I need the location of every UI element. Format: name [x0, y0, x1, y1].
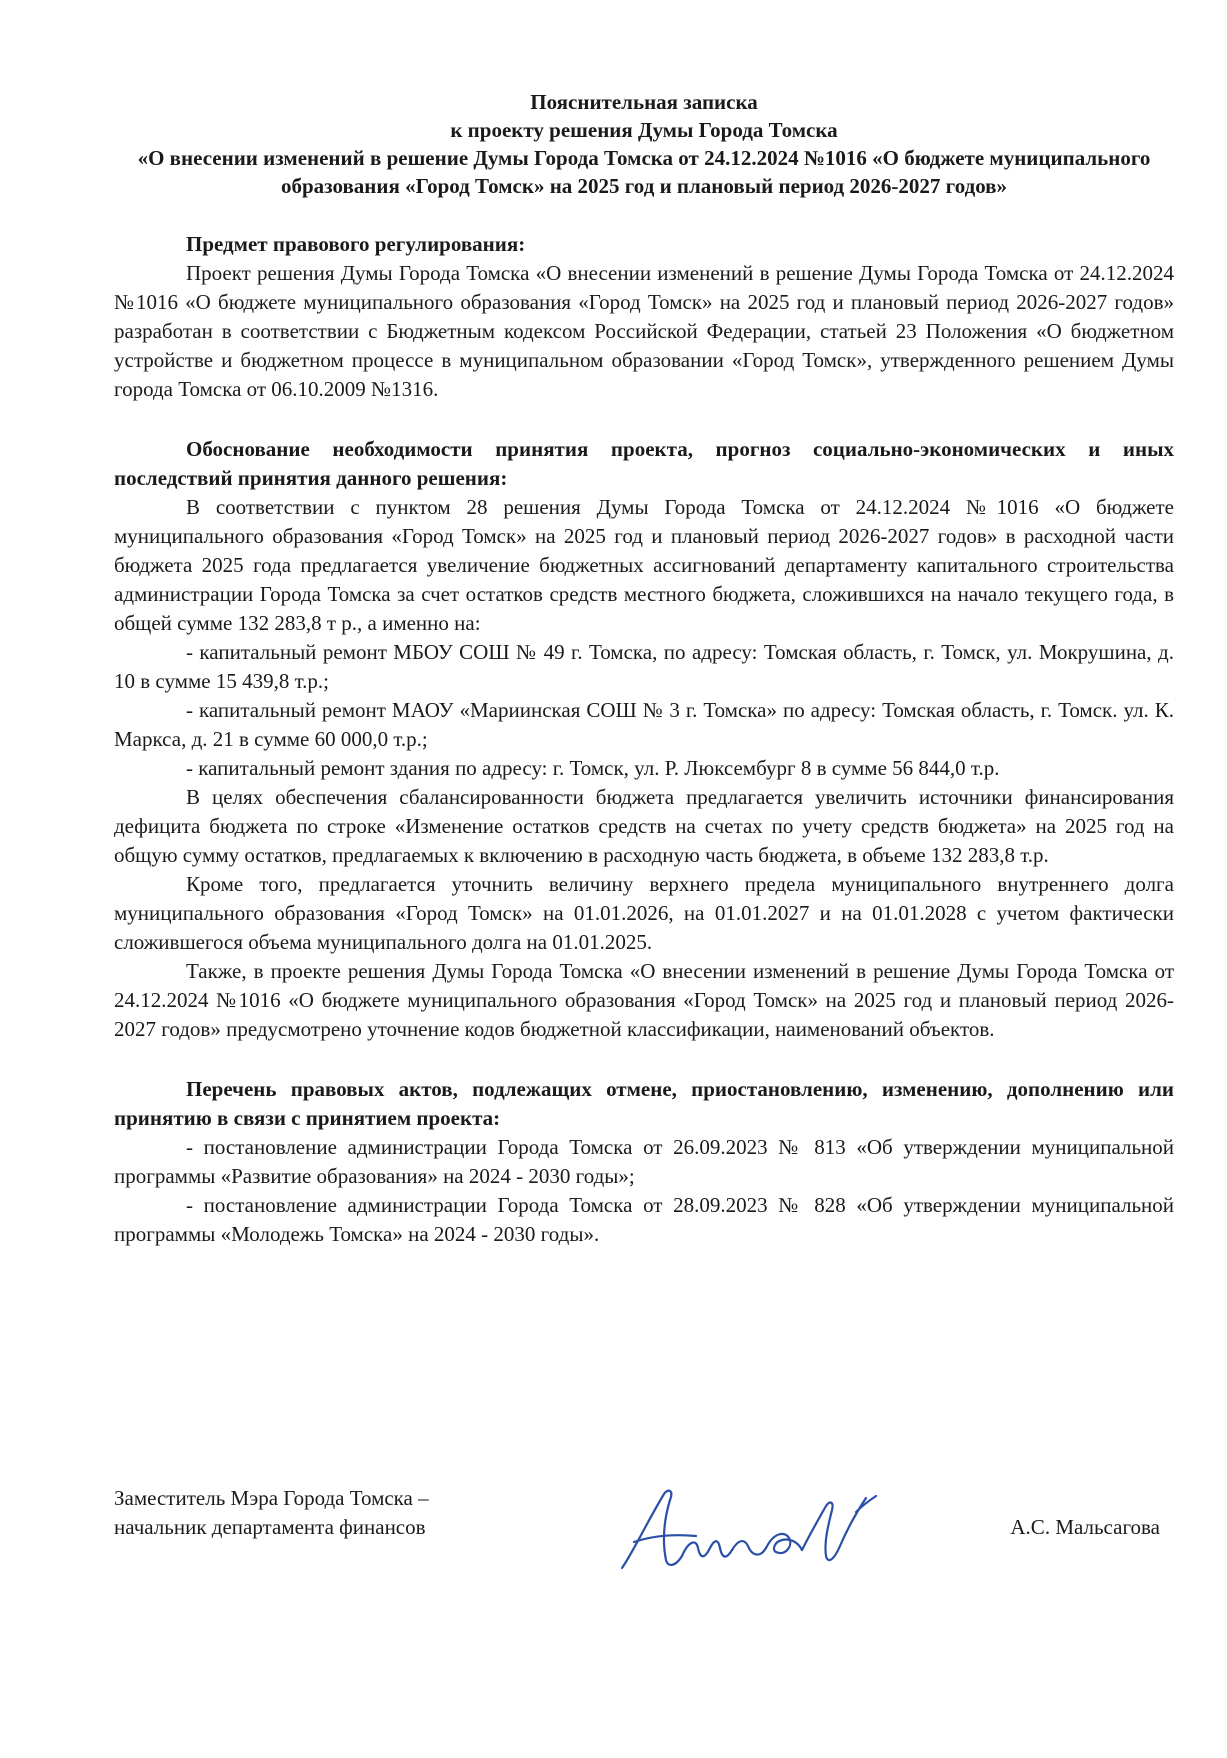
- list-item: - постановление администрации Города Томска от 28.09.2023 № 828 «Об утверждении муниципальной программы «Молодежь Томска» на 2024 - 2030 годы».: [114, 1193, 1174, 1246]
- document-title: [114, 88, 1174, 200]
- section-subject: [114, 230, 1174, 404]
- handwritten-signature: [604, 1476, 904, 1586]
- signatory-position-line-2: начальник департамента финансов: [114, 1515, 426, 1539]
- title-line-1: Пояснительная записка: [530, 90, 758, 114]
- section-legal-acts: [114, 1075, 1174, 1249]
- signature-block: [114, 1484, 1174, 1604]
- section-justification: [114, 435, 1174, 1044]
- signatory-name: А.С. Мальсагова: [1010, 1515, 1160, 1539]
- paragraph: Кроме того, предлагается уточнить величину верхнего предела муниципального внутреннего долга муниципального образования «Город Томск» на 01.01.2026, на 01.01.2027 и на 01.01.2028 с учетом фактически сложившегося объема муниципального долга на 01.01.2025.: [114, 872, 1174, 954]
- list-item: - постановление администрации Города Томска от 26.09.2023 № 813 «Об утверждении муниципальной программы «Развитие образования» на 2024 - 2030 годы»;: [114, 1135, 1174, 1188]
- list-item: - капитальный ремонт МАОУ «Мариинская СОШ № 3 г. Томска» по адресу: Томская область, г. Томск. ул. К. Маркса, д. 21 в сумме 60 000,0 т.р.;: [114, 698, 1174, 751]
- paragraph: Проект решения Думы Города Томска «О внесении изменений в решение Думы Города Томска от 24.12.2024 №1016 «О бюджете муниципального образования «Город Томск» на 2025 год и плановый период 2026-2027 годов» разработан в соответствии с Бюджетным кодексом Российской Федерации, статьей 23 Положения «О бюджетном устройстве и бюджетном процессе в муниципальном образовании «Город Томск», утвержденного решением Думы города Томска от 06.10.2009 №1316.: [114, 261, 1174, 401]
- paragraph: В соответствии с пунктом 28 решения Думы Города Томска от 24.12.2024 №1016 «О бюджете муниципального образования «Город Томск» на 2025 год и плановый период 2026-2027 годов» в расходной части бюджета 2025 года предлагается увеличение бюджетных ассигнований департаменту капитального строительства администрации Города Томска за счет остатков средств местного бюджета, сложившихся на начало текущего года, в общей сумме 132 283,8 т р., а именно на:: [114, 495, 1174, 635]
- signatory-position: [114, 1484, 534, 1542]
- signatory-position-line-1: Заместитель Мэра Города Томска –: [114, 1486, 429, 1510]
- title-line-3: «О внесении изменений в решение Думы Города Томска от 24.12.2024 №1016 «О бюджете муниципального образования «Город Томск» на 2025 год и плановый период 2026-2027 годов»: [137, 146, 1151, 198]
- section-heading-subject: Предмет правового регулирования:: [186, 232, 526, 256]
- section-heading-legal-acts: Перечень правовых актов, подлежащих отмене, приостановлению, изменению, дополнению или принятию в связи с принятием проекта:: [114, 1077, 1174, 1130]
- paragraph: В целях обеспечения сбалансированности бюджета предлагается увеличить источники финансирования дефицита бюджета по строке «Изменение остатков средств на счетах по учету средств бюджета» на 2025 год на общую сумму остатков, предлагаемых к включению в расходную часть бюджета, в объеме 132 283,8 т.р.: [114, 785, 1174, 867]
- list-item: - капитальный ремонт здания по адресу: г. Томск, ул. Р. Люксембург 8 в сумме 56 844,0 т.р.: [186, 756, 1000, 780]
- document-page: [114, 88, 1174, 1249]
- list-item: - капитальный ремонт МБОУ СОШ № 49 г. Томска, по адресу: Томская область, г. Томск, ул. Мокрушина, д. 10 в сумме 15 439,8 т.р.;: [114, 640, 1174, 693]
- paragraph: Также, в проекте решения Думы Города Томска «О внесении изменений в решение Думы Города Томска от 24.12.2024 №1016 «О бюджете муниципального образования «Город Томск» на 2025 год и плановый период 2026-2027 годов» предусмотрено уточнение кодов бюджетной классификации, наименований объектов.: [114, 959, 1174, 1041]
- title-line-2: к проекту решения Думы Города Томска: [450, 118, 838, 142]
- section-heading-justification: Обоснование необходимости принятия проекта, прогноз социально-экономических и иных последствий принятия данного решения:: [114, 437, 1174, 490]
